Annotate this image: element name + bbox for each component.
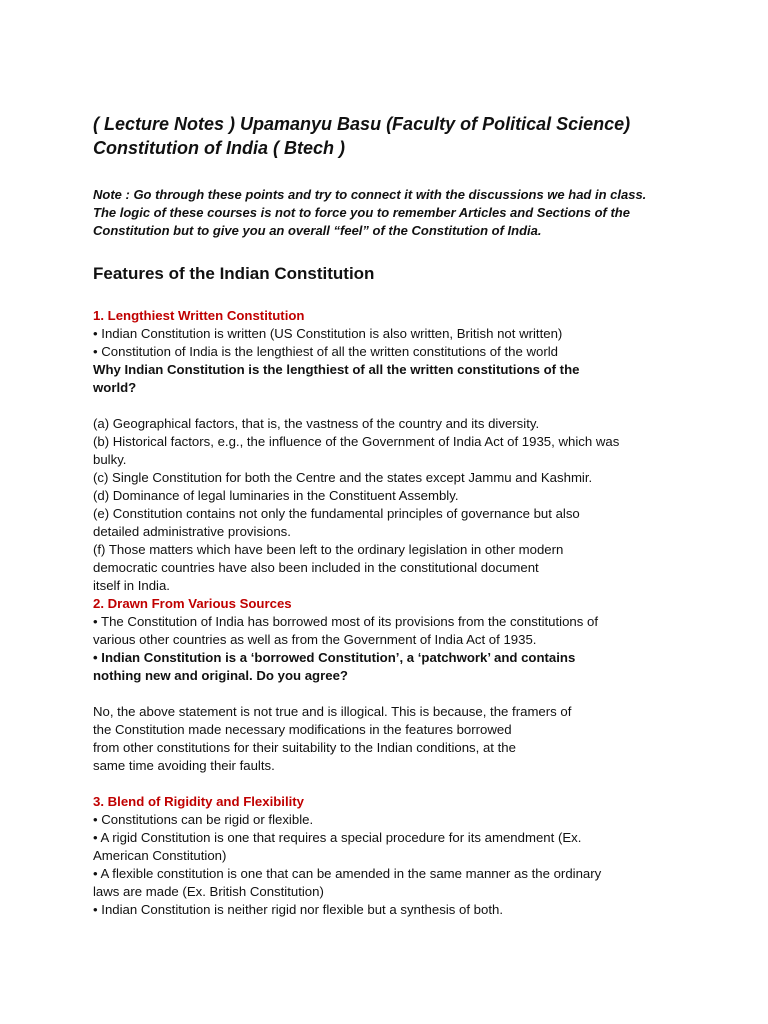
note-paragraph [93, 186, 673, 240]
bullet: • A rigid Constitution is one that requires a special procedure for its amendment (Ex. [93, 830, 582, 845]
reason-line: (a) Geographical factors, that is, the vastness of the country and its diversity. [93, 416, 540, 431]
reason-line: (d) Dominance of legal luminaries in the Constituent Assembly. [93, 488, 459, 503]
answer-line: same time avoiding their faults. [93, 758, 275, 773]
bullet: • Indian Constitution is written (US Constitution is also written, British not written) [93, 326, 563, 341]
bullet: American Constitution) [93, 848, 227, 863]
reason-line: (f) Those matters which have been left to the ordinary legislation in other modern [93, 542, 564, 557]
bullet: • A flexible constitution is one that can be amended in the same manner as the ordinary [93, 866, 602, 881]
section-1-title: 1. Lengthiest Written Constitution [93, 308, 305, 323]
bullet: • Constitutions can be rigid or flexible. [93, 812, 314, 827]
question: nothing new and original. Do you agree? [93, 668, 348, 683]
note-line: Constitution but to give you an overall “feel” of the Constitution of India. [93, 223, 542, 238]
section-2-title: 2. Drawn From Various Sources [93, 596, 292, 611]
bullet: • Constitution of India is the lengthiest of all the written constitutions of the world [93, 344, 558, 359]
reason-line: (e) Constitution contains not only the fundamental principles of governance but also [93, 506, 580, 521]
reason-line: bulky. [93, 452, 127, 467]
bullet: laws are made (Ex. British Constitution) [93, 884, 324, 899]
bullet: various other countries as well as from the Government of India Act of 1935. [93, 632, 537, 647]
answer-line: No, the above statement is not true and is illogical. This is because, the framers of [93, 704, 572, 719]
question: world? [93, 380, 137, 395]
title-line-1: ( Lecture Notes ) Upamanyu Basu (Faculty of Political Science) [93, 114, 631, 134]
note-line: The logic of these courses is not to force you to remember Articles and Sections of the [93, 205, 630, 220]
reason-line: itself in India. [93, 578, 170, 593]
section-3-title: 3. Blend of Rigidity and Flexibility [93, 794, 305, 809]
reason-line: democratic countries have also been included in the constitutional document [93, 560, 539, 575]
note-line: Note : Go through these points and try to connect it with the discussions we had in class. [93, 187, 647, 202]
title-line-2: Constitution of India ( Btech ) [93, 138, 345, 158]
answer-line: from other constitutions for their suitability to the Indian conditions, at the [93, 740, 516, 755]
document-body [93, 112, 673, 919]
reason-line: (c) Single Constitution for both the Centre and the states except Jammu and Kashmir. [93, 470, 593, 485]
answer-line: the Constitution made necessary modifications in the features borrowed [93, 722, 512, 737]
bullet: • The Constitution of India has borrowed most of its provisions from the constitutions of [93, 614, 599, 629]
reason-line: (b) Historical factors, e.g., the influence of the Government of India Act of 1935, which was [93, 434, 620, 449]
bullet: • Indian Constitution is neither rigid nor flexible but a synthesis of both. [93, 902, 503, 917]
reason-line: detailed administrative provisions. [93, 524, 291, 539]
question: Why Indian Constitution is the lengthiest of all the written constitutions of the [93, 362, 580, 377]
section-heading: Features of the Indian Constitution [93, 264, 375, 283]
question: • Indian Constitution is a ‘borrowed Constitution’, a ‘patchwork’ and contains [93, 650, 576, 665]
